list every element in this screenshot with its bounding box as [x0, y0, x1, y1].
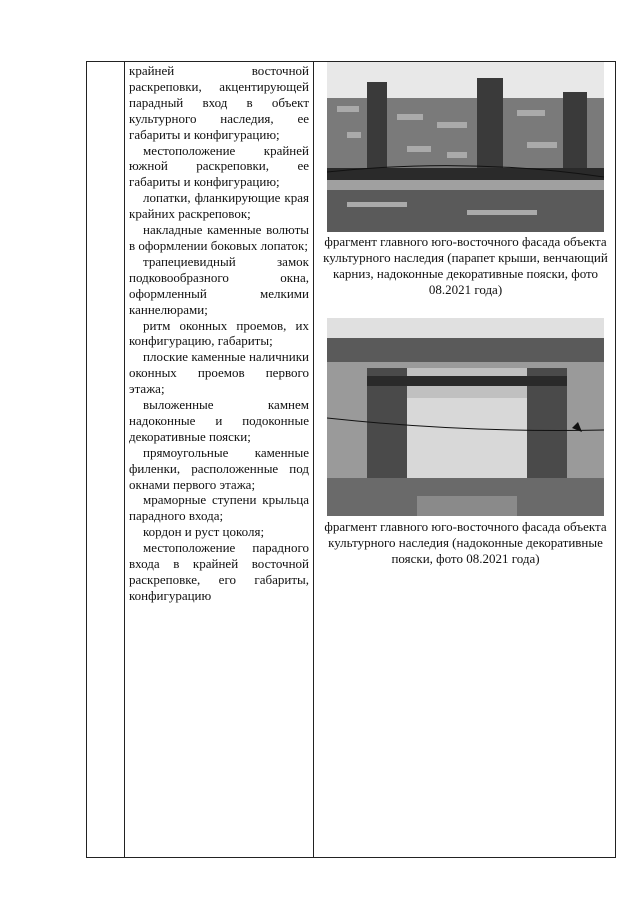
description-item: накладные каменные волюты в оформлении боковых лопаток; [129, 222, 309, 253]
photo-cell [316, 62, 615, 857]
description-item: трапециевидный замок подковообразного окна, оформленный мелкими каннелюрами; [129, 253, 309, 317]
row-number-cell [87, 62, 124, 857]
heritage-elements-table [86, 61, 616, 858]
column-divider [124, 62, 125, 857]
description-item: ритм оконных проемов, их конфигурацию, габариты; [129, 317, 309, 349]
protected-elements-description [129, 63, 309, 604]
description-item: плоские каменные наличники оконных проемов первого этажа; [129, 349, 309, 397]
facade-photo-window-belts [327, 318, 604, 516]
description-item: местоположение парадного входа в крайней восточной раскреповке, его габариты, конфигурацию [129, 540, 309, 603]
description-item: прямоугольные каменные филенки, расположенные под окнами первого этажа; [129, 444, 309, 492]
description-item: мраморные ступени крыльца парадного входа; [129, 492, 309, 524]
column-divider [313, 62, 314, 857]
description-item: крайней восточной раскреповки, акцентирующей парадный вход в объект культурного наследия, ее габариты и конфигурацию; [129, 63, 309, 142]
photo-caption: фрагмент главного юго-восточного фасада объекта культурного наследия (парапет крыши, венчающий карниз, надоконные декоративные пояски, фото 08.2021 года) [323, 234, 608, 297]
description-item: местоположение крайней южной раскреповки, ее габариты и конфигурацию; [129, 142, 309, 190]
description-item: кордон и руст цоколя; [143, 524, 265, 540]
photo-caption: фрагмент главного юго-восточного фасада объекта культурного наследия (надоконные декоративные пояски, фото 08.2021 года) [324, 519, 607, 566]
facade-photo-parapet [327, 62, 604, 232]
description-item: выложенные камнем надоконные и подоконные декоративные пояски; [129, 397, 309, 444]
description-item: лопатки, фланкирующие края крайних раскреповок; [129, 190, 309, 222]
